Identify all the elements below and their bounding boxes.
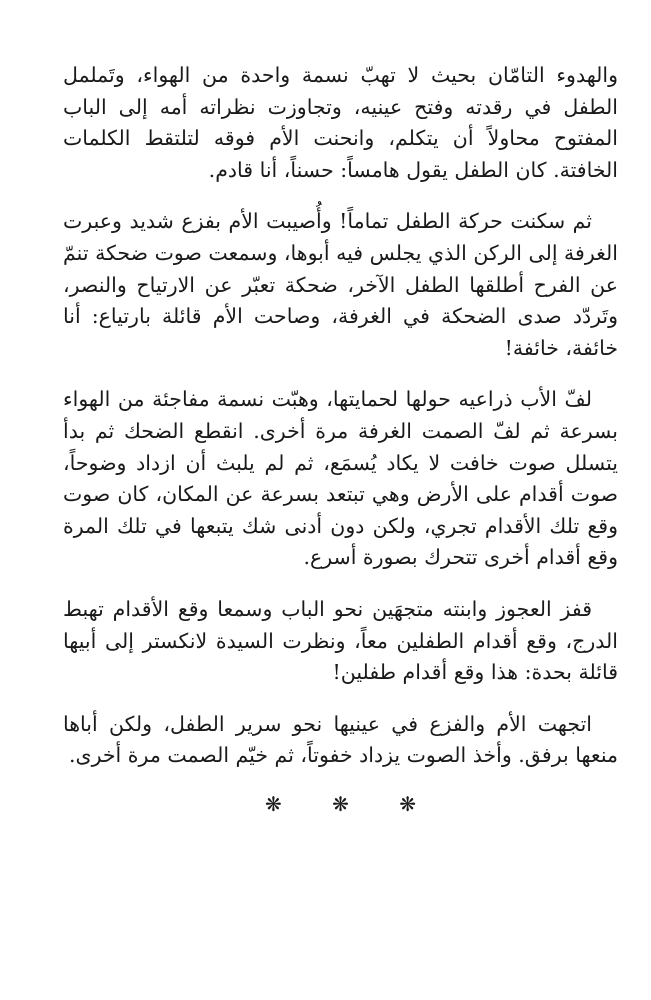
book-page	[63, 60, 618, 816]
paragraph-1: والهدوء التامّان بحيث لا تهبّ نسمة واحدة من الهواء، وتَململ الطفل في رقدته وفتح عينيه، وتجاوزت نظراته أمه إلى الباب المفتوح محاولاً أن يتكلم، وانحنت الأم فوقه لتلتقط الكلمات الخافتة. كان الطفل يقول هامساً: حسناً، أنا قادم.	[63, 63, 618, 182]
paragraph-3: لفّ الأب ذراعيه حولها لحمايتها، وهبّت نسمة مفاجئة من الهواء بسرعة ثم لفّ الصمت الغرفة مرة أخرى. انقطع الضحك ثم بدأ يتسلل صوت خافت لا يكاد يُسمَع، ثم لم يلبث أن ازداد وضوحاً، صوت أقدام على الأرض وهي تبتعد بسرعة عن المكان، كان صوت وقع تلك الأقدام تجري، ولكن دون أدنى شك يتبعها في تلك المرة وقع أقدام أخرى تتحرك بصورة أسرع.	[63, 387, 618, 570]
paragraph-4: قفز العجوز وابنته متجهَين نحو الباب وسمعا وقع الأقدام تهبط الدرج، وقع أقدام الطفلين معاً، ونظرت السيدة لانكستر إلى أبيها قائلة بحدة: هذا وقع أقدام طفلين!	[63, 596, 618, 685]
paragraph-2: ثم سكنت حركة الطفل تماماً! وأُصيبت الأم بفزع شديد وعبرت الغرفة إلى الركن الذي يجلس فيه أبوها، وسمعت صوت ضحكة تنمّ عن الفرح أطلقها الطفل الآخر، ضحكة تعبّر عن الارتياح والنصر، وتَردّد صدى الضحكة في الغرفة، وصاحت الأم قائلة بارتياع: أنا خائفة، خائفة!	[63, 209, 618, 360]
section-break-ornament: ❋ ❋ ❋	[265, 791, 438, 816]
paragraph-5: اتجهت الأم والفزع في عينيها نحو سرير الطفل، ولكن أباها منعها برفق. وأخذ الصوت يزداد خفوتاً، ثم خيّم الصمت مرة أخرى.	[63, 711, 618, 768]
